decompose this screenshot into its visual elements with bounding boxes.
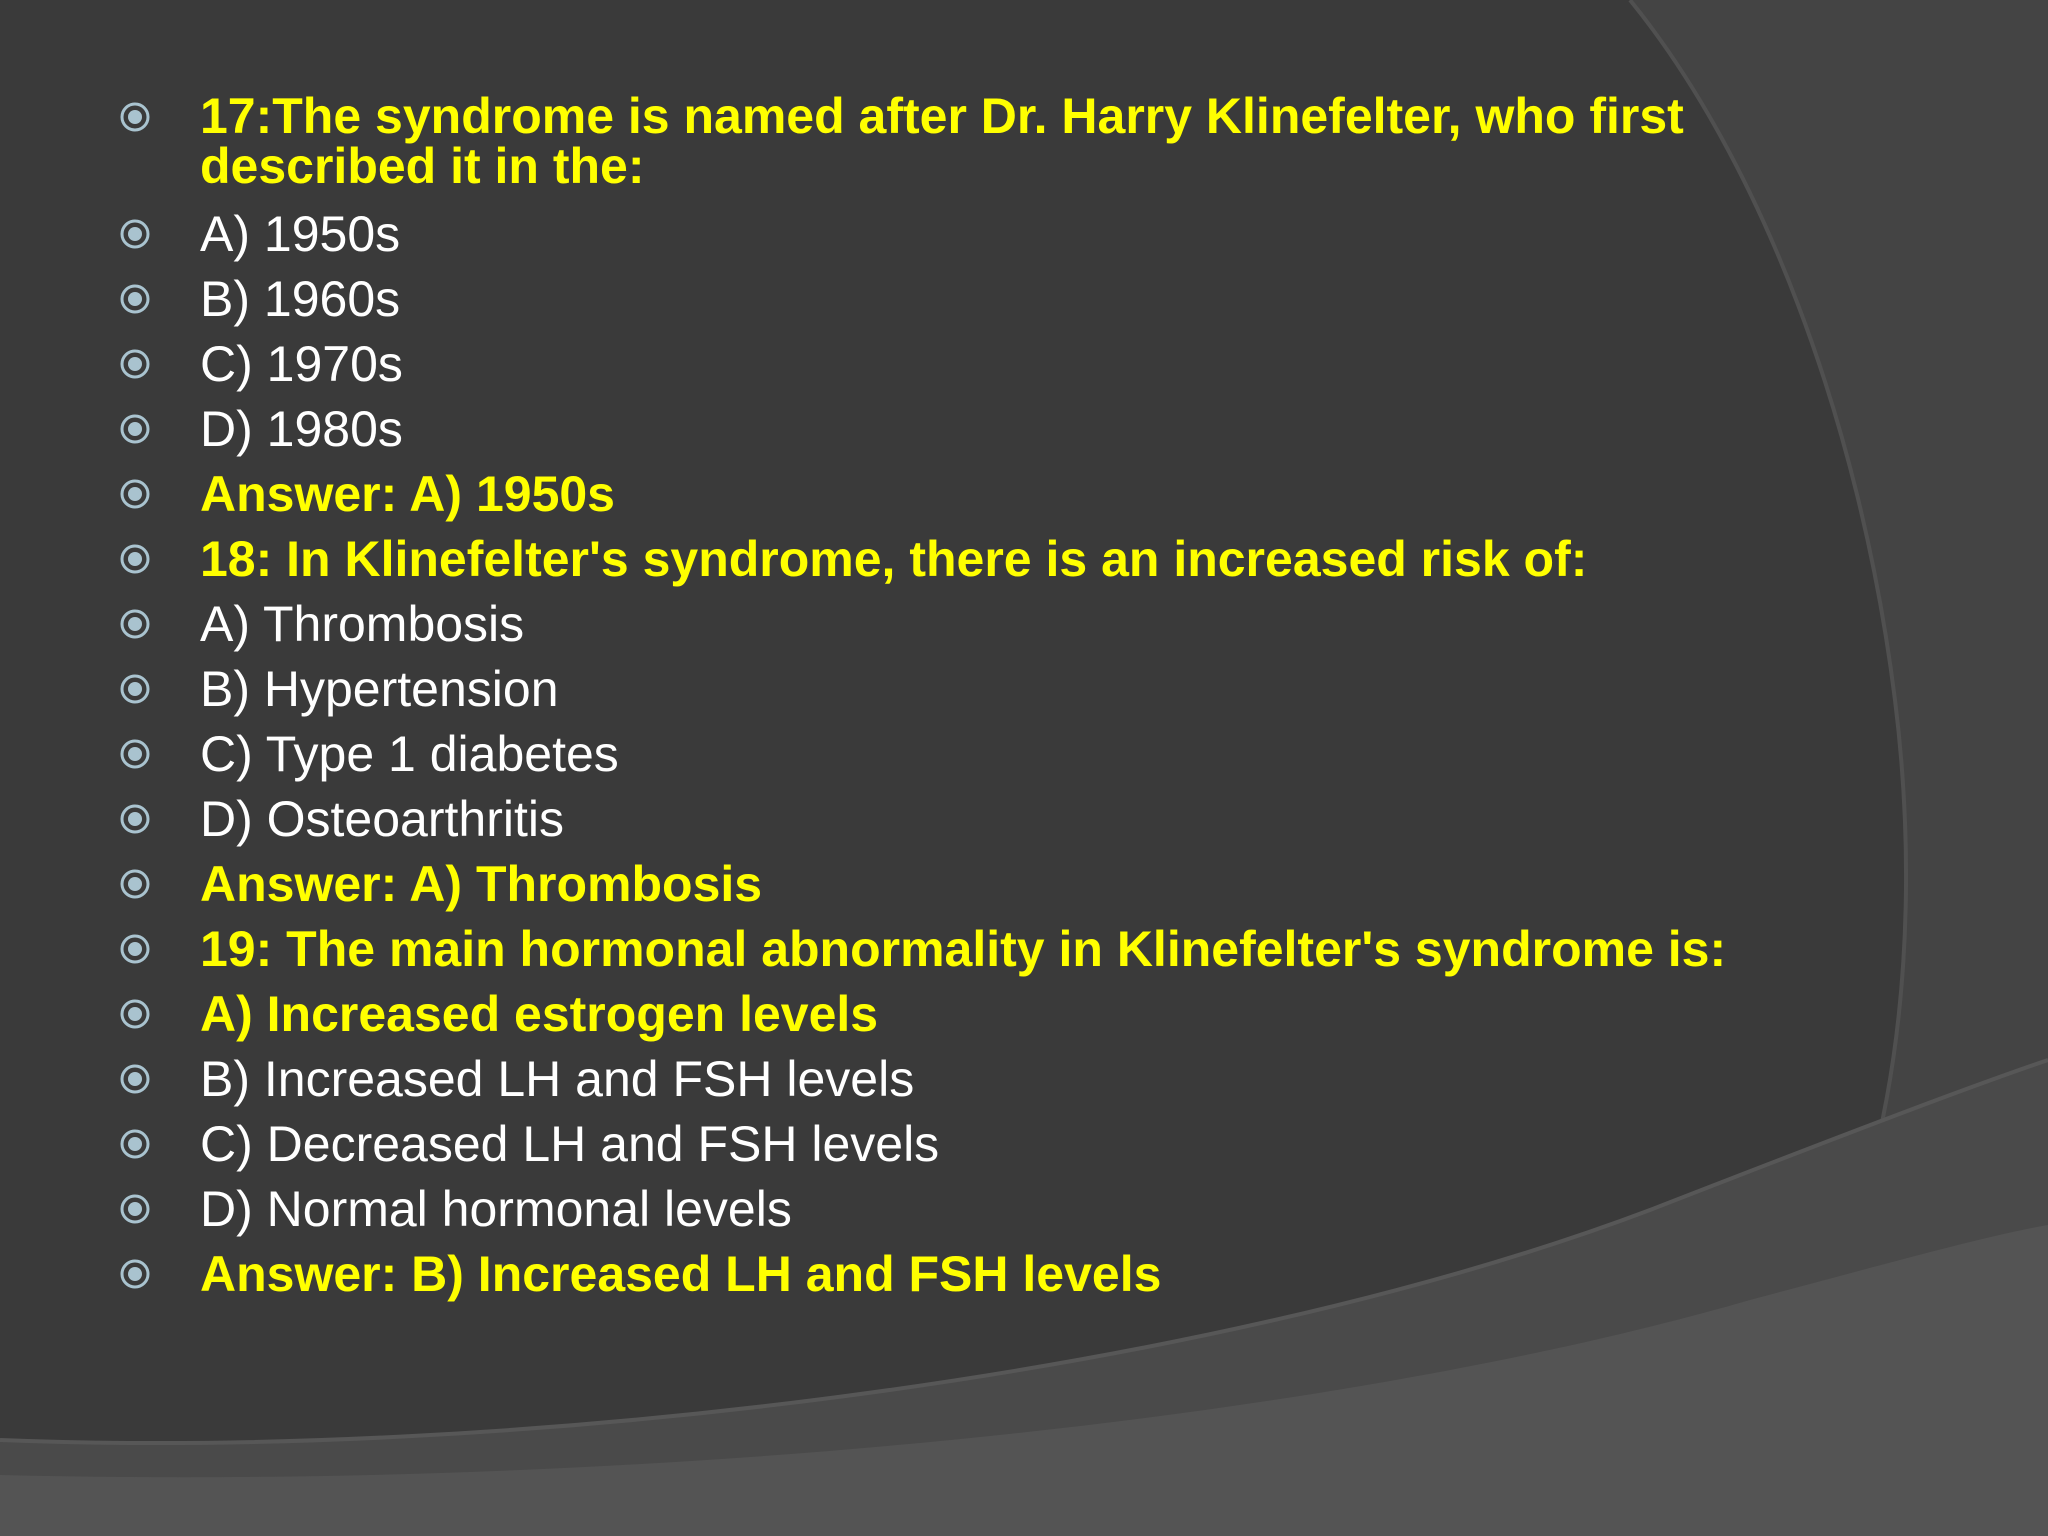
- bullet-item: [200, 273, 1920, 325]
- option-text: A) Increased estrogen levels: [200, 986, 879, 1042]
- bullet-item: [200, 923, 1920, 975]
- option-text: C) Decreased LH and FSH levels: [200, 1116, 940, 1172]
- option-text: A) Thrombosis: [200, 596, 525, 652]
- option-text: D) Normal hormonal levels: [200, 1181, 792, 1237]
- bullet-item: [200, 728, 1920, 780]
- circled-dot-icon: [118, 542, 152, 576]
- bullet-item: [200, 1118, 1920, 1170]
- circled-dot-icon: [118, 217, 152, 251]
- circled-dot-icon: [118, 867, 152, 901]
- bullet-item: [200, 208, 1920, 260]
- bullet-item: [200, 663, 1920, 715]
- circled-dot-icon: [118, 1257, 152, 1291]
- bullet-item: [200, 88, 1920, 194]
- bullet-item: [200, 1053, 1920, 1105]
- bullet-item: [200, 468, 1920, 520]
- option-text: C) 1970s: [200, 336, 403, 392]
- circled-dot-icon: [118, 477, 152, 511]
- bullet-item: [200, 403, 1920, 455]
- option-text: B) Increased LH and FSH levels: [200, 1051, 915, 1107]
- answer-text: Answer: A) 1950s: [200, 466, 615, 522]
- question-17-text: 17:The syndrome is named after Dr. Harry Klinefelter, who first described it in the:: [200, 88, 1684, 194]
- circled-dot-icon: [118, 737, 152, 771]
- bullet-item: [200, 1248, 1920, 1300]
- option-text: B) Hypertension: [200, 661, 559, 717]
- circled-dot-icon: [118, 1062, 152, 1096]
- bullet-item: [200, 858, 1920, 910]
- circled-dot-icon: [118, 802, 152, 836]
- question-18-text: 18: In Klinefelter's syndrome, there is an increased risk of:: [200, 531, 1588, 587]
- option-text: D) Osteoarthritis: [200, 791, 564, 847]
- bullet-item: [200, 598, 1920, 650]
- bullet-item: [200, 338, 1920, 390]
- circled-dot-icon: [118, 282, 152, 316]
- option-text: B) 1960s: [200, 271, 401, 327]
- circled-dot-icon: [118, 100, 152, 134]
- circled-dot-icon: [118, 932, 152, 966]
- circled-dot-icon: [118, 672, 152, 706]
- option-text: D) 1980s: [200, 401, 403, 457]
- answer-text: Answer: A) Thrombosis: [200, 856, 763, 912]
- circled-dot-icon: [118, 1127, 152, 1161]
- circled-dot-icon: [118, 997, 152, 1031]
- option-text: C) Type 1 diabetes: [200, 726, 619, 782]
- bullet-item: [200, 988, 1920, 1040]
- bullet-item: [200, 1183, 1920, 1235]
- answer-text: Answer: B) Increased LH and FSH levels: [200, 1246, 1162, 1302]
- circled-dot-icon: [118, 412, 152, 446]
- question-19-text: 19: The main hormonal abnormality in Klinefelter's syndrome is:: [200, 921, 1727, 977]
- circled-dot-icon: [118, 1192, 152, 1226]
- option-text: A) 1950s: [200, 206, 401, 262]
- circled-dot-icon: [118, 607, 152, 641]
- bullet-item: [200, 793, 1920, 845]
- circled-dot-icon: [118, 347, 152, 381]
- bullet-item: [200, 533, 1920, 585]
